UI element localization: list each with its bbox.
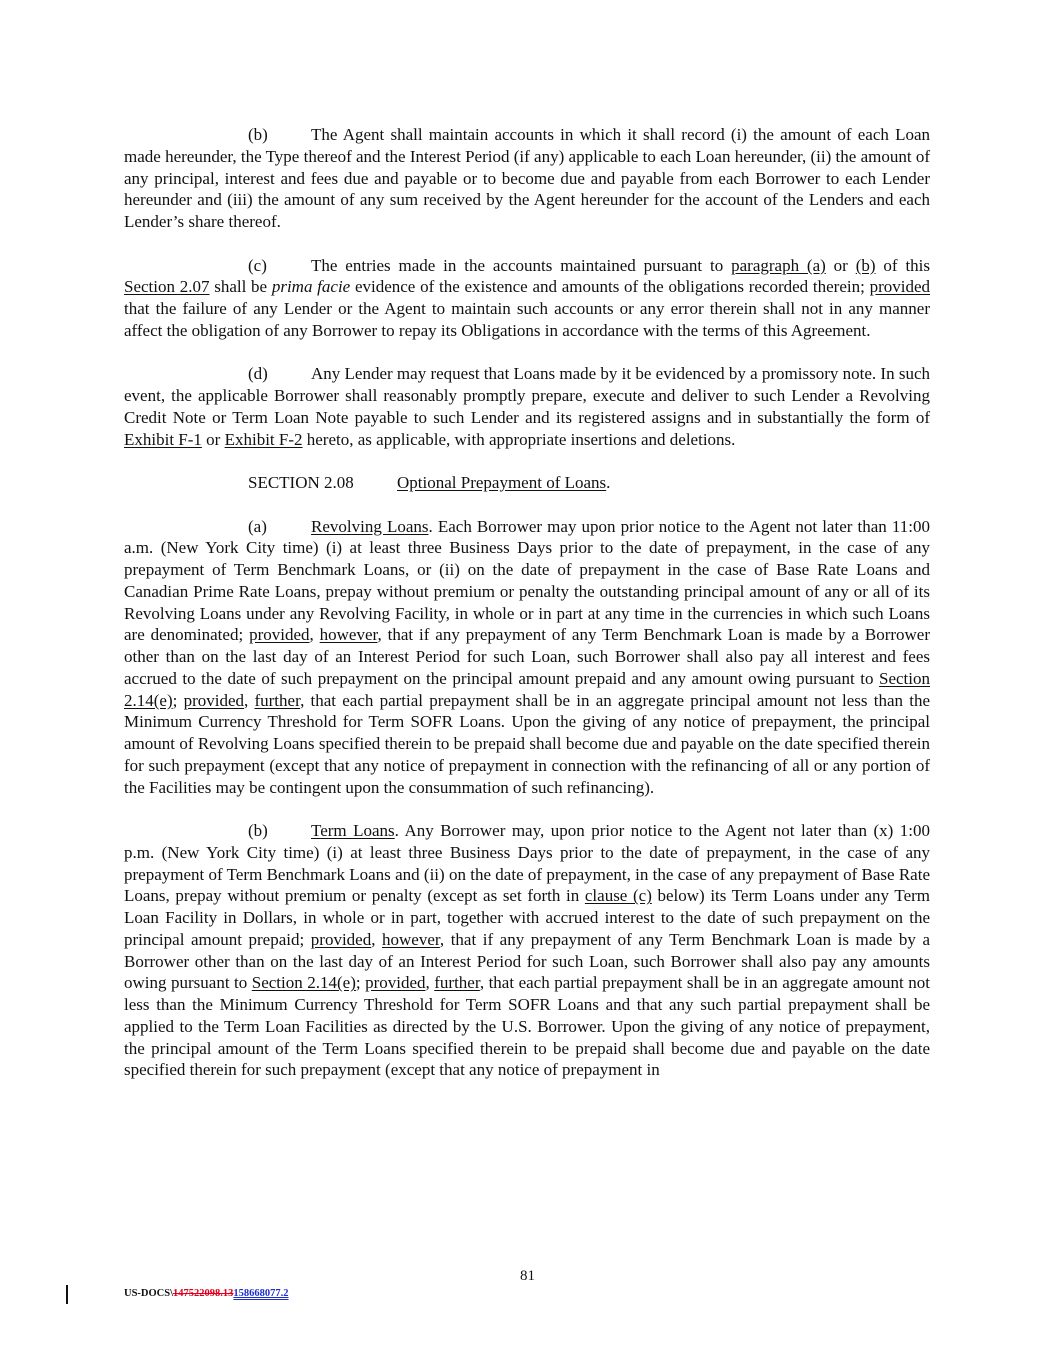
text-run: Any Lender may request that Loans made by it be evidenced by a promissory note. In such event, the applicable Borrower shall reasonably promptly prepare, execute and deliver to such Lender a Revolving Credit Note or Term Loan Note payable to such Lender and its registered assigns and in substantially the form of [124, 364, 930, 427]
page-number: 81 [520, 1268, 535, 1284]
text-run: ; [172, 690, 184, 710]
defined-term: provided [183, 690, 245, 710]
text-run: , [371, 929, 383, 949]
paragraph-label: (b) [248, 125, 268, 144]
paragraph-label: (a) [248, 516, 267, 536]
cross-reference: clause (c) [584, 886, 652, 906]
paragraph-heading: Revolving Loans [311, 516, 429, 536]
text-run: The entries made in the accounts maintained pursuant to [311, 255, 732, 275]
text-run: hereto, as applicable, with appropriate insertions and deletions. [302, 429, 736, 449]
cross-reference: Section 2.14(e) [251, 973, 356, 993]
text-run: ; [355, 973, 366, 993]
paragraph-a-revolving-loans [124, 516, 930, 799]
document-page [124, 124, 930, 1081]
paragraph-text: The Agent shall maintain accounts in which it shall record (i) the amount of each Loan made hereunder, the Type thereof and the Interest Period (if any) applicable to each Loan hereunder, (ii) the amount of any principal, interest and fees due and payable or to become due and payable from each Borrower to each Lender hereunder and (iii) the amount of any sum received by the Agent hereunder for the account of the Lenders and each Lender’s share thereof. [124, 125, 930, 231]
footer-prefix: US-DOCS\ [124, 1288, 174, 1299]
section-number: SECTION 2.08 [248, 473, 354, 492]
paragraph-heading: Term Loans [311, 821, 395, 840]
text-run: or [825, 255, 856, 275]
defined-term: however [319, 625, 378, 645]
paragraph-label: (c) [248, 255, 267, 275]
cross-reference: Exhibit F-1 [124, 429, 202, 449]
text-run: . [606, 473, 611, 492]
defined-term: provided [869, 277, 930, 297]
deleted-doc-number: 147522098.13 [173, 1288, 234, 1299]
paragraph-label: (d) [248, 364, 268, 384]
defined-term: provided [310, 929, 372, 949]
defined-term: however [382, 929, 440, 949]
text-run: , that if any prepayment of any Term Benchmark Loan is made by a Borrower other than on the last day of an Interest Period for such Loan, such Borrower shall also pay all interest and fees accrued to the date of such prepayment on the principal amount prepaid and any amount owing pursuant to [124, 625, 931, 688]
text-run: of this [875, 255, 931, 275]
paragraph-b-term-loans [124, 820, 930, 1081]
cross-reference: Section 2.14(e) [124, 668, 930, 710]
text-run: , that each partial prepayment shall be in an aggregate amount not less than the Minimum Currency Threshold for Term SOFR Loans and that any such partial prepayment shall be applied to the Term Loan Facilities as directed by the U.S. Borrower. Upon the giving of any notice of prepayment, the principal amount of the Term Loans specified therein to be prepaid shall become due and payable on the date specified therein for such prepayment (except that any notice of prepayment in [124, 973, 930, 1080]
defined-term: provided [249, 625, 310, 645]
italic-term: prima facie [271, 277, 351, 297]
text-run: that the failure of any Lender or the Agent to maintain such accounts or any error therein shall not in any manner affect the obligation of any Borrower to repay its Obligations in accordance with the terms of this Agreement. [124, 299, 930, 340]
text-run: , [425, 973, 435, 993]
text-run: below) its Term Loans under any Term Loan Facility in Dollars, in whole or in part, together with accrued interest to the date of such prepayment on the principal amount prepaid; [124, 886, 930, 949]
text-run: , [244, 690, 255, 710]
section-heading [124, 472, 930, 494]
text-run: . Any Borrower may, upon prior notice to the Agent not later than (x) 1:00 p.m. (New York City time) (i) at least three Business Days prior to the date of prepayment, in the case of any prepayment of Term Benchmark Loans and (ii) on the date of prepayment, in the case of any prepayment of Base Rate Loans, prepay without premium or penalty (except as set forth in [124, 821, 930, 906]
paragraph-d-promissory-note [124, 363, 930, 450]
inserted-doc-number: 158668077.2 [233, 1288, 289, 1299]
text-run: , that each partial prepayment shall be in an aggregate principal amount not less than the Minimum Currency Threshold for Term SOFR Loans. Upon the giving of any notice of prepayment, the principal amount of Revolving Loans specified therein to be prepaid shall become due and payable on the date specified therein for such prepayment (except that any notice of prepayment in connection with the refinancing of all or any portion of the Facilities may be contingent upon the consummation of such refinancing). [124, 690, 930, 797]
revision-change-bar [66, 1285, 68, 1304]
document-id-footer [124, 1288, 289, 1299]
paragraph-label: (b) [248, 821, 268, 840]
cross-reference: paragraph (a) [731, 255, 826, 275]
cross-reference: Section 2.07 [124, 277, 210, 297]
defined-term: further [254, 690, 301, 710]
defined-term: provided [365, 973, 426, 993]
paragraph-c-entries [124, 255, 930, 342]
text-run: shall be [209, 277, 272, 297]
paragraph-b-accounts [124, 124, 930, 233]
text-run: . Each Borrower may upon prior notice to the Agent not later than 11:00 a.m. (New York City time) (i) at least three Business Days prior to the date of prepayment, in the case of any prepayment of Term Benchmark Loans, or (ii) on the date of prepayment in the case of Base Rate Loans and Canadian Prime Rate Loans, prepay without premium or penalty the outstanding principal amount of any or all of its Revolving Loans under any Revolving Facility, in whole or in part at any time in the currencies in which such Loans are denominated; [124, 516, 930, 645]
text-run: , [309, 625, 320, 645]
cross-reference: (b) [855, 255, 876, 275]
text-run: or [201, 429, 225, 449]
defined-term: further [434, 973, 480, 993]
text-run: , that if any prepayment of any Term Benchmark Loan is made by a Borrower other than on the last day of an Interest Period for such Loan, such Borrower shall also pay any amounts owing pursuant to [124, 929, 931, 993]
cross-reference: Exhibit F-2 [224, 429, 303, 449]
section-title: Optional Prepayment of Loans [397, 473, 607, 492]
text-run: evidence of the existence and amounts of the obligations recorded therein; [350, 277, 870, 297]
